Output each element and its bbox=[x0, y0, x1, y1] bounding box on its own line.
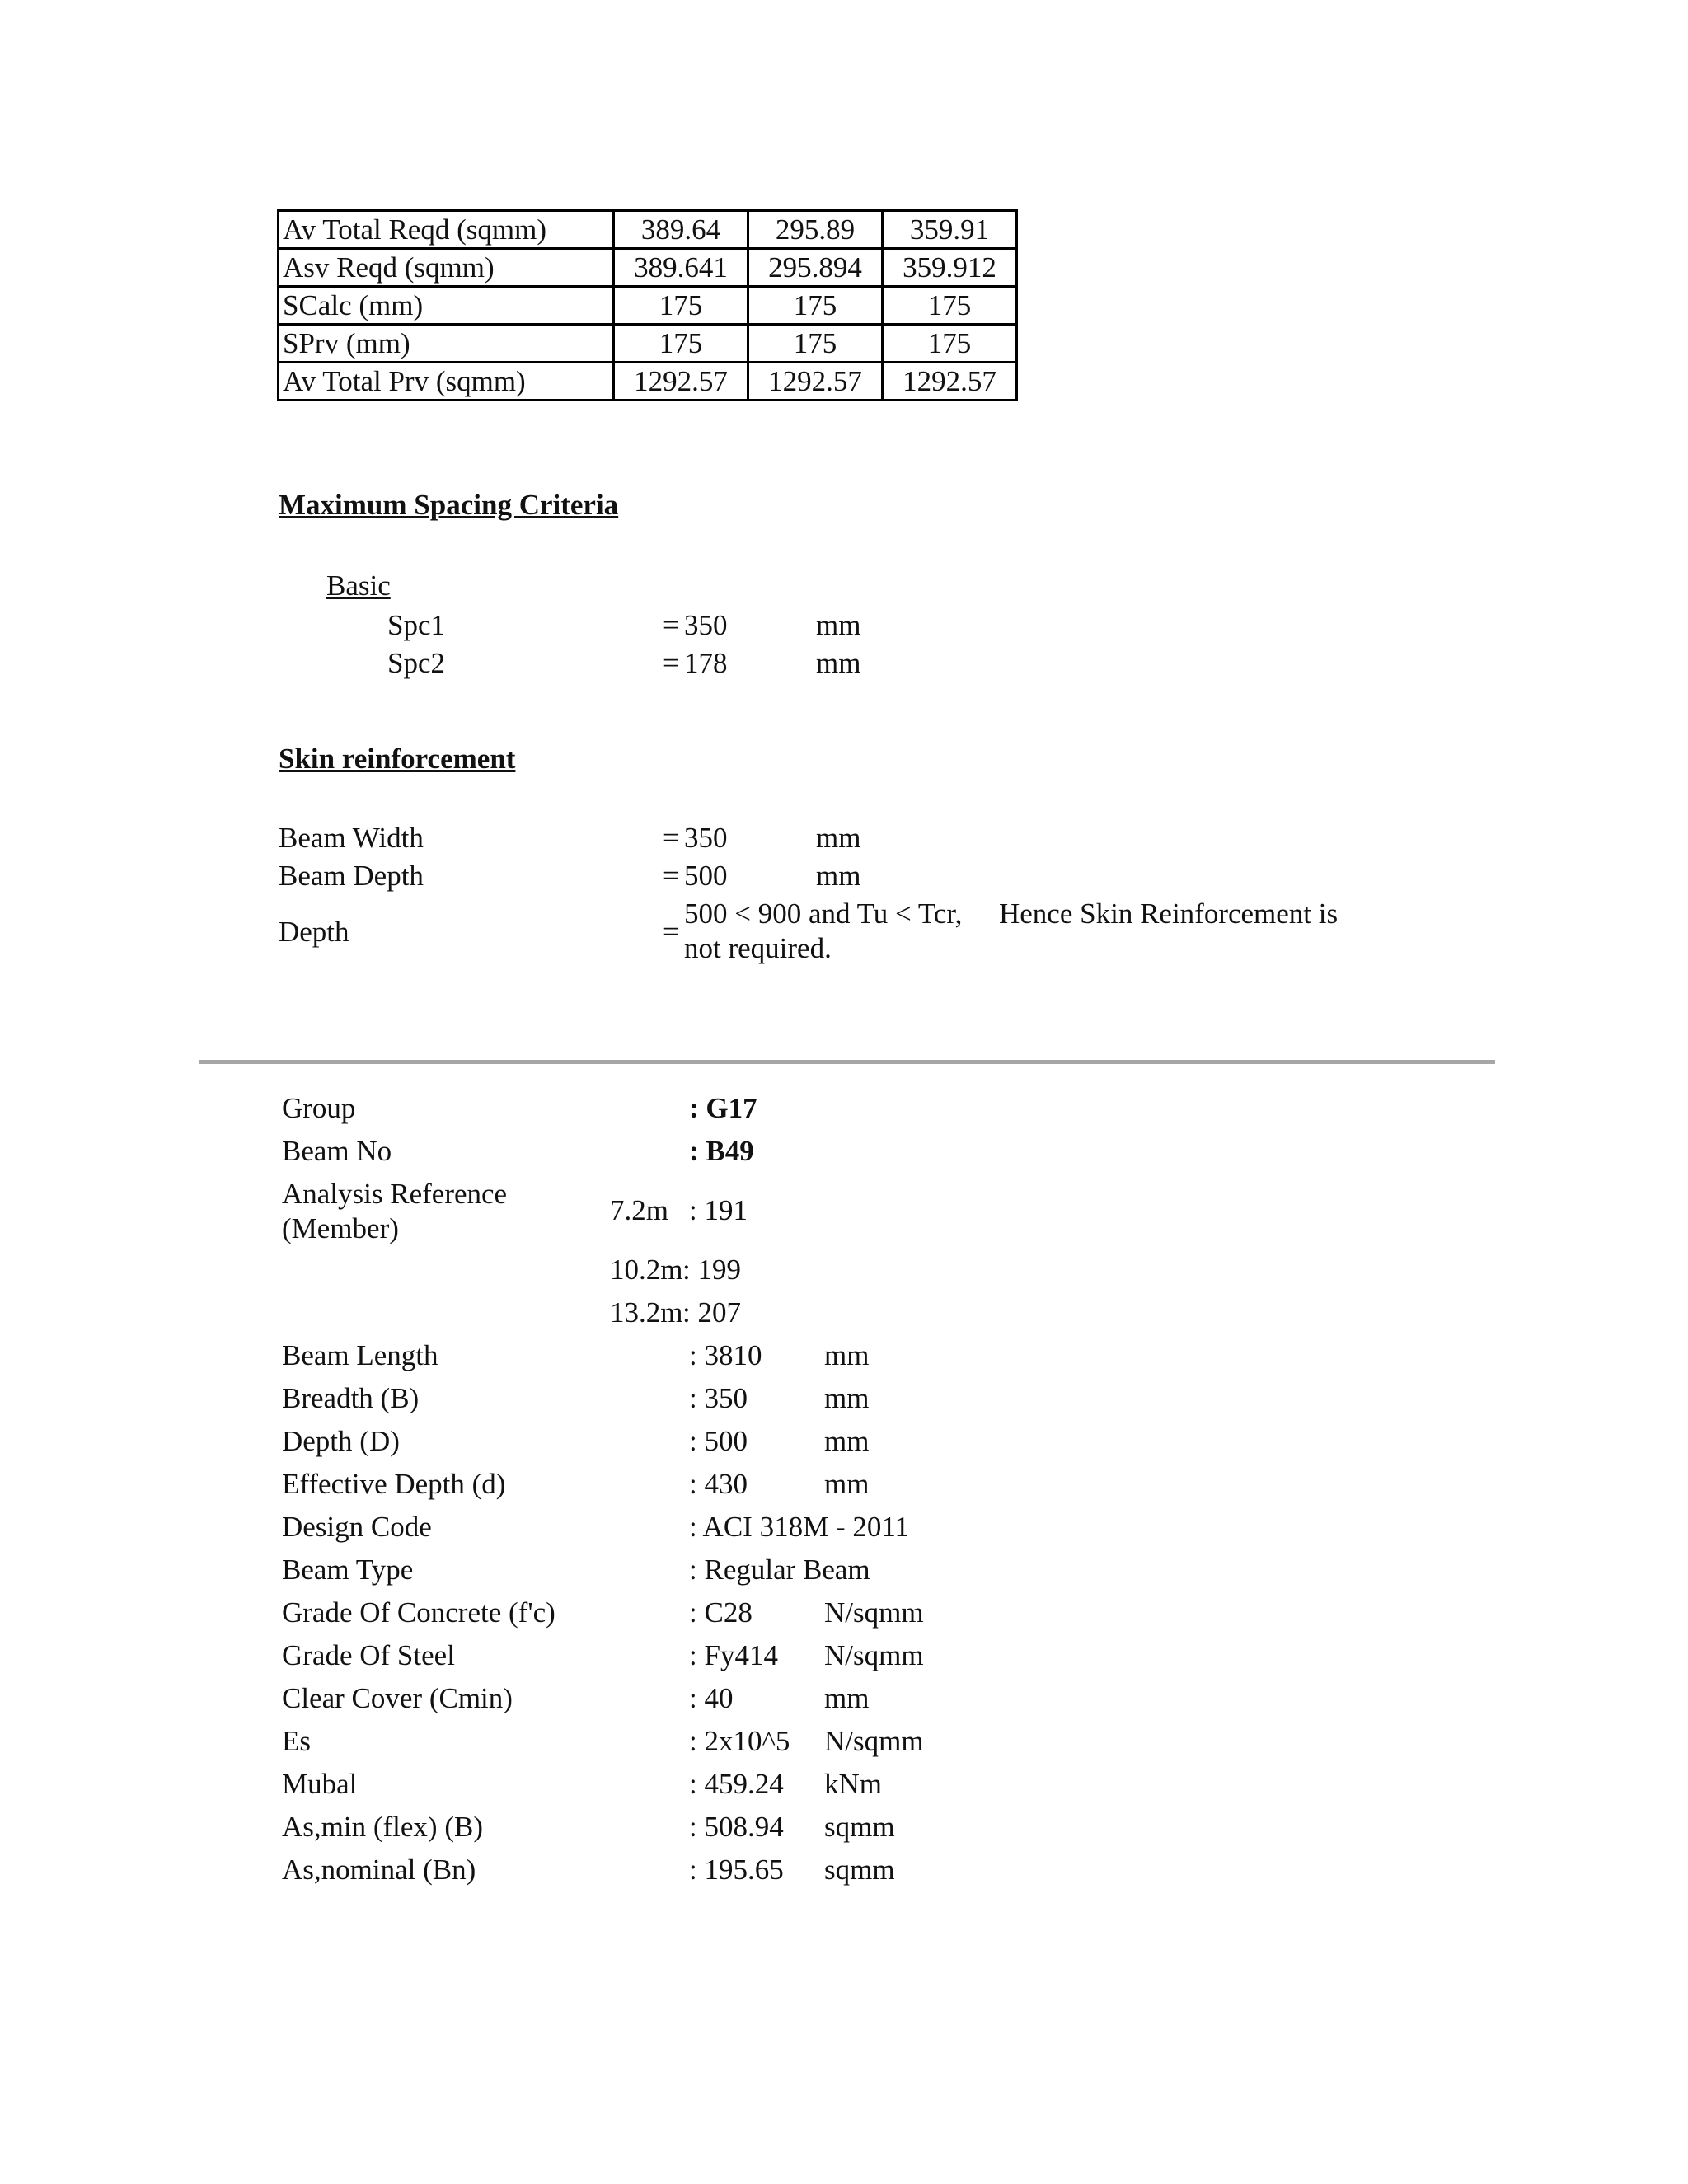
cell-value: 359.91 bbox=[883, 211, 1017, 249]
analysis-ref-label-2: (Member) bbox=[282, 1212, 399, 1244]
cell-value: 295.89 bbox=[748, 211, 883, 249]
depth-conclusion-text: Hence Skin Reinforcement is bbox=[999, 898, 1339, 930]
table-row bbox=[279, 325, 1017, 363]
cell-value: 295.894 bbox=[748, 249, 883, 287]
spc2-eq: = bbox=[663, 647, 679, 679]
spc1-value: 350 bbox=[684, 609, 728, 641]
beam-no-value: : B49 bbox=[689, 1135, 754, 1167]
analysis-ref-label: Analysis Reference bbox=[282, 1178, 508, 1210]
prop-value: : C28 bbox=[689, 1596, 753, 1629]
prop-label: Beam Type bbox=[282, 1554, 414, 1586]
spc2-unit: mm bbox=[816, 647, 861, 679]
spc1-label: Spc1 bbox=[387, 609, 445, 641]
prop-value: : 350 bbox=[689, 1382, 748, 1414]
row-label: SCalc (mm) bbox=[279, 287, 614, 325]
beam-depth-unit: mm bbox=[816, 860, 861, 892]
max-spacing-heading: Maximum Spacing Criteria bbox=[279, 489, 619, 521]
table-row bbox=[279, 249, 1017, 287]
beam-width-unit: mm bbox=[816, 822, 861, 854]
prop-label: Grade Of Steel bbox=[282, 1639, 455, 1671]
cell-value: 1292.57 bbox=[614, 363, 748, 401]
analysis-ref-pos: 7.2m bbox=[610, 1194, 668, 1226]
prop-unit: sqmm bbox=[824, 1811, 895, 1843]
prop-label: Mubal bbox=[282, 1768, 358, 1800]
spc2-label: Spc2 bbox=[387, 647, 445, 679]
prop-unit: N/sqmm bbox=[824, 1639, 924, 1671]
cell-value: 1292.57 bbox=[883, 363, 1017, 401]
prop-value: : 195.65 bbox=[689, 1854, 784, 1886]
prop-value: : Regular Beam bbox=[689, 1554, 870, 1586]
cell-value: 175 bbox=[614, 325, 748, 363]
prop-unit: mm bbox=[824, 1468, 870, 1500]
cell-value: 389.641 bbox=[614, 249, 748, 287]
prop-label: Effective Depth (d) bbox=[282, 1468, 506, 1500]
beam-depth-label: Beam Depth bbox=[279, 860, 424, 892]
spc1-unit: mm bbox=[816, 609, 861, 641]
row-label: SPrv (mm) bbox=[279, 325, 614, 363]
prop-value: : ACI 318M - 2011 bbox=[689, 1511, 910, 1543]
cell-value: 1292.57 bbox=[748, 363, 883, 401]
analysis-ref-value: : 199 bbox=[682, 1254, 741, 1286]
prop-unit: N/sqmm bbox=[824, 1596, 924, 1629]
beam-width-eq: = bbox=[663, 822, 679, 854]
prop-value: : 508.94 bbox=[689, 1811, 784, 1843]
depth-conclusion-text-2: not required. bbox=[684, 932, 832, 964]
prop-label: Grade Of Concrete (f'c) bbox=[282, 1596, 556, 1629]
analysis-ref-value: : 207 bbox=[682, 1296, 741, 1329]
cell-value: 175 bbox=[614, 287, 748, 325]
spc2-value: 178 bbox=[684, 647, 728, 679]
prop-unit: mm bbox=[824, 1339, 870, 1371]
cell-value: 389.64 bbox=[614, 211, 748, 249]
prop-unit: N/sqmm bbox=[824, 1725, 924, 1757]
prop-label: As,min (flex) (B) bbox=[282, 1811, 483, 1843]
prop-unit: mm bbox=[824, 1382, 870, 1414]
beam-depth-eq: = bbox=[663, 860, 679, 892]
prop-value: : 40 bbox=[689, 1682, 734, 1714]
basic-subheading: Basic bbox=[326, 569, 391, 602]
beam-no-label: Beam No bbox=[282, 1135, 392, 1167]
prop-label: Design Code bbox=[282, 1511, 432, 1543]
cell-value: 175 bbox=[883, 325, 1017, 363]
group-label: Group bbox=[282, 1092, 356, 1124]
skin-heading: Skin reinforcement bbox=[279, 743, 516, 775]
row-label: Asv Reqd (sqmm) bbox=[279, 249, 614, 287]
shear-table bbox=[277, 209, 1018, 401]
prop-label: Beam Length bbox=[282, 1339, 438, 1371]
prop-value: : 3810 bbox=[689, 1339, 762, 1371]
cell-value: 175 bbox=[883, 287, 1017, 325]
depth-condition-text: 500 < 900 and Tu < Tcr, bbox=[684, 898, 963, 930]
cell-value: 359.912 bbox=[883, 249, 1017, 287]
section-divider bbox=[199, 1060, 1495, 1064]
prop-label: Es bbox=[282, 1725, 311, 1757]
analysis-ref-pos: 10.2m bbox=[610, 1254, 683, 1286]
beam-width-value: 350 bbox=[684, 822, 728, 854]
prop-value: : 500 bbox=[689, 1425, 748, 1457]
table-row bbox=[279, 211, 1017, 249]
row-label: Av Total Reqd (sqmm) bbox=[279, 211, 614, 249]
prop-label: As,nominal (Bn) bbox=[282, 1854, 476, 1886]
row-label: Av Total Prv (sqmm) bbox=[279, 363, 614, 401]
table-row bbox=[279, 287, 1017, 325]
prop-label: Breadth (B) bbox=[282, 1382, 420, 1414]
prop-unit: mm bbox=[824, 1682, 870, 1714]
group-value: : G17 bbox=[689, 1092, 757, 1124]
prop-label: Depth (D) bbox=[282, 1425, 400, 1457]
spc1-eq: = bbox=[663, 609, 679, 641]
depth-eq: = bbox=[663, 916, 679, 948]
cell-value: 175 bbox=[748, 325, 883, 363]
analysis-ref-value: : 191 bbox=[689, 1194, 748, 1226]
prop-value: : Fy414 bbox=[689, 1639, 778, 1671]
prop-unit: mm bbox=[824, 1425, 870, 1457]
cell-value: 175 bbox=[748, 287, 883, 325]
prop-unit: sqmm bbox=[824, 1854, 895, 1886]
prop-value: : 459.24 bbox=[689, 1768, 784, 1800]
prop-value: : 430 bbox=[689, 1468, 748, 1500]
prop-unit: kNm bbox=[824, 1768, 882, 1800]
beam-depth-value: 500 bbox=[684, 860, 728, 892]
depth-label: Depth bbox=[279, 916, 349, 948]
analysis-ref-pos: 13.2m bbox=[610, 1296, 683, 1329]
table-row bbox=[279, 363, 1017, 401]
prop-label: Clear Cover (Cmin) bbox=[282, 1682, 513, 1714]
beam-width-label: Beam Width bbox=[279, 822, 424, 854]
prop-value: : 2x10^5 bbox=[689, 1725, 790, 1757]
